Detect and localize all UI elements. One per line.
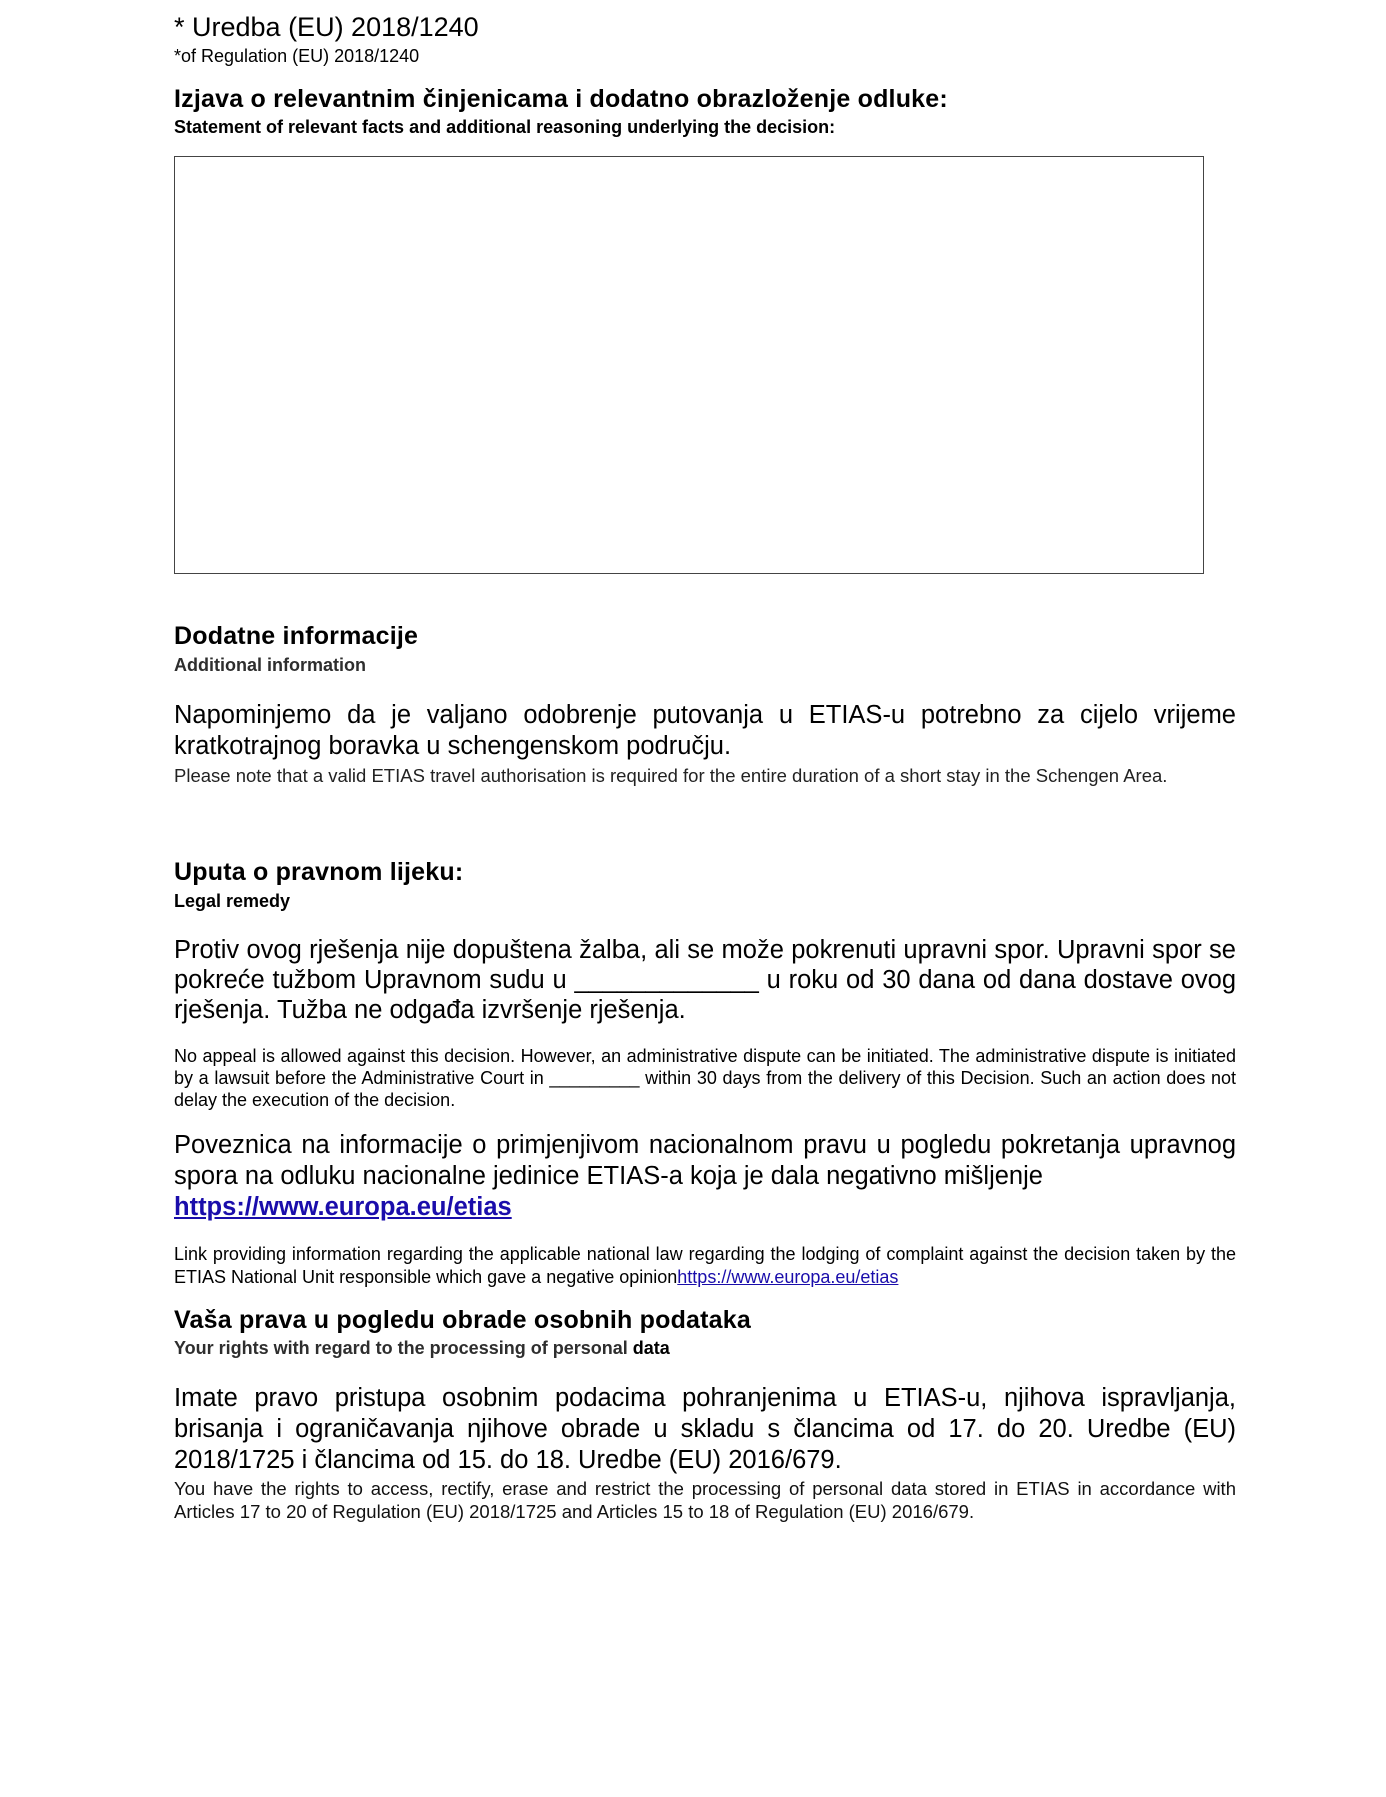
additional-info-title-hr: Dodatne informacije	[174, 622, 419, 650]
decision-statement-title-en: Statement of relevant facts and additional reasoning underlying the decision:	[174, 117, 836, 137]
regulation-note-en: *of Regulation (EU) 2018/1240	[174, 46, 420, 66]
etias-link-hr[interactable]: https://www.europa.eu/etias	[174, 1193, 512, 1221]
rights-body-en: You have the rights to access, rectify, erase and restrict the processing of personal data stored in ETIAS in accordance with Articles 17 to 20 of Regulation (EU) 2018/1725 and Articles 15 to 18 of Regulation (EU) 2016/679.	[174, 1478, 1236, 1522]
rights-title-en	[174, 1337, 670, 1359]
rights-title-en-main: Your rights with regard to the processing of personal	[174, 1338, 628, 1358]
legal-remedy-body-en: No appeal is allowed against this decision. However, an administrative dispute can be initiated. The administrative dispute is initiated by a lawsuit before the Administrative Court in _________ within 30 days from the delivery of this Decision. Such an action does not delay the execution of the decision.	[174, 1046, 1236, 1110]
legal-remedy-body-hr: Protiv ovog rješenja nije dopuštena žalba, ali se može pokrenuti upravni spor. Upravni spor se pokreće tužbom Upravnom sudu u _____________ u roku od 30 dana od dana dostave ovog rješenja. Tužba ne odgađa izvršenje rješenja.	[174, 936, 1236, 1024]
national-law-text-en: Link providing information regarding the applicable national law regarding the lodging of complaint against the decision taken by the ETIAS National Unit responsible which gave a negative opinion	[174, 1244, 1236, 1287]
additional-info-body-hr: Napominjemo da je valjano odobrenje putovanja u ETIAS-u potrebno za cijelo vrijeme kratkotrajnog boravka u schengenskom području.	[174, 701, 1236, 760]
rights-title-en-tail: data	[632, 1338, 670, 1358]
reasoning-text-box[interactable]	[174, 156, 1204, 574]
national-law-paragraph-hr	[174, 1130, 1236, 1223]
legal-remedy-title-hr: Uputa o pravnom lijeku:	[174, 858, 464, 886]
additional-info-title-en: Additional information	[174, 655, 366, 675]
rights-title-hr: Vaša prava u pogledu obrade osobnih podataka	[174, 1306, 751, 1334]
etias-link-en[interactable]: https://www.europa.eu/etias	[677, 1267, 899, 1287]
regulation-note-hr: * Uredba (EU) 2018/1240	[174, 12, 479, 42]
additional-info-body-en: Please note that a valid ETIAS travel authorisation is required for the entire duration of a short stay in the Schengen Area.	[174, 765, 1168, 786]
legal-remedy-title-en: Legal remedy	[174, 891, 291, 911]
rights-body-hr: Imate pravo pristupa osobnim podacima pohranjenima u ETIAS-u, njihova ispravljanja, brisanja i ograničavanja njihove obrade u skladu s člancima od 17. do 20. Uredbe (EU) 2018/1725 i člancima od 15. do 18. Uredbe (EU) 2016/679.	[174, 1384, 1236, 1474]
national-law-text-hr: Poveznica na informacije o primjenjivom nacionalnom pravu u pogledu pokretanja upravnog spora na odluku nacionalne jedinice ETIAS-a koja je dala negativno mišljenje	[174, 1131, 1236, 1190]
national-law-paragraph-en	[174, 1243, 1236, 1289]
decision-statement-title-hr: Izjava o relevantnim činjenicama i dodatno obrazloženje odluke:	[174, 85, 948, 113]
